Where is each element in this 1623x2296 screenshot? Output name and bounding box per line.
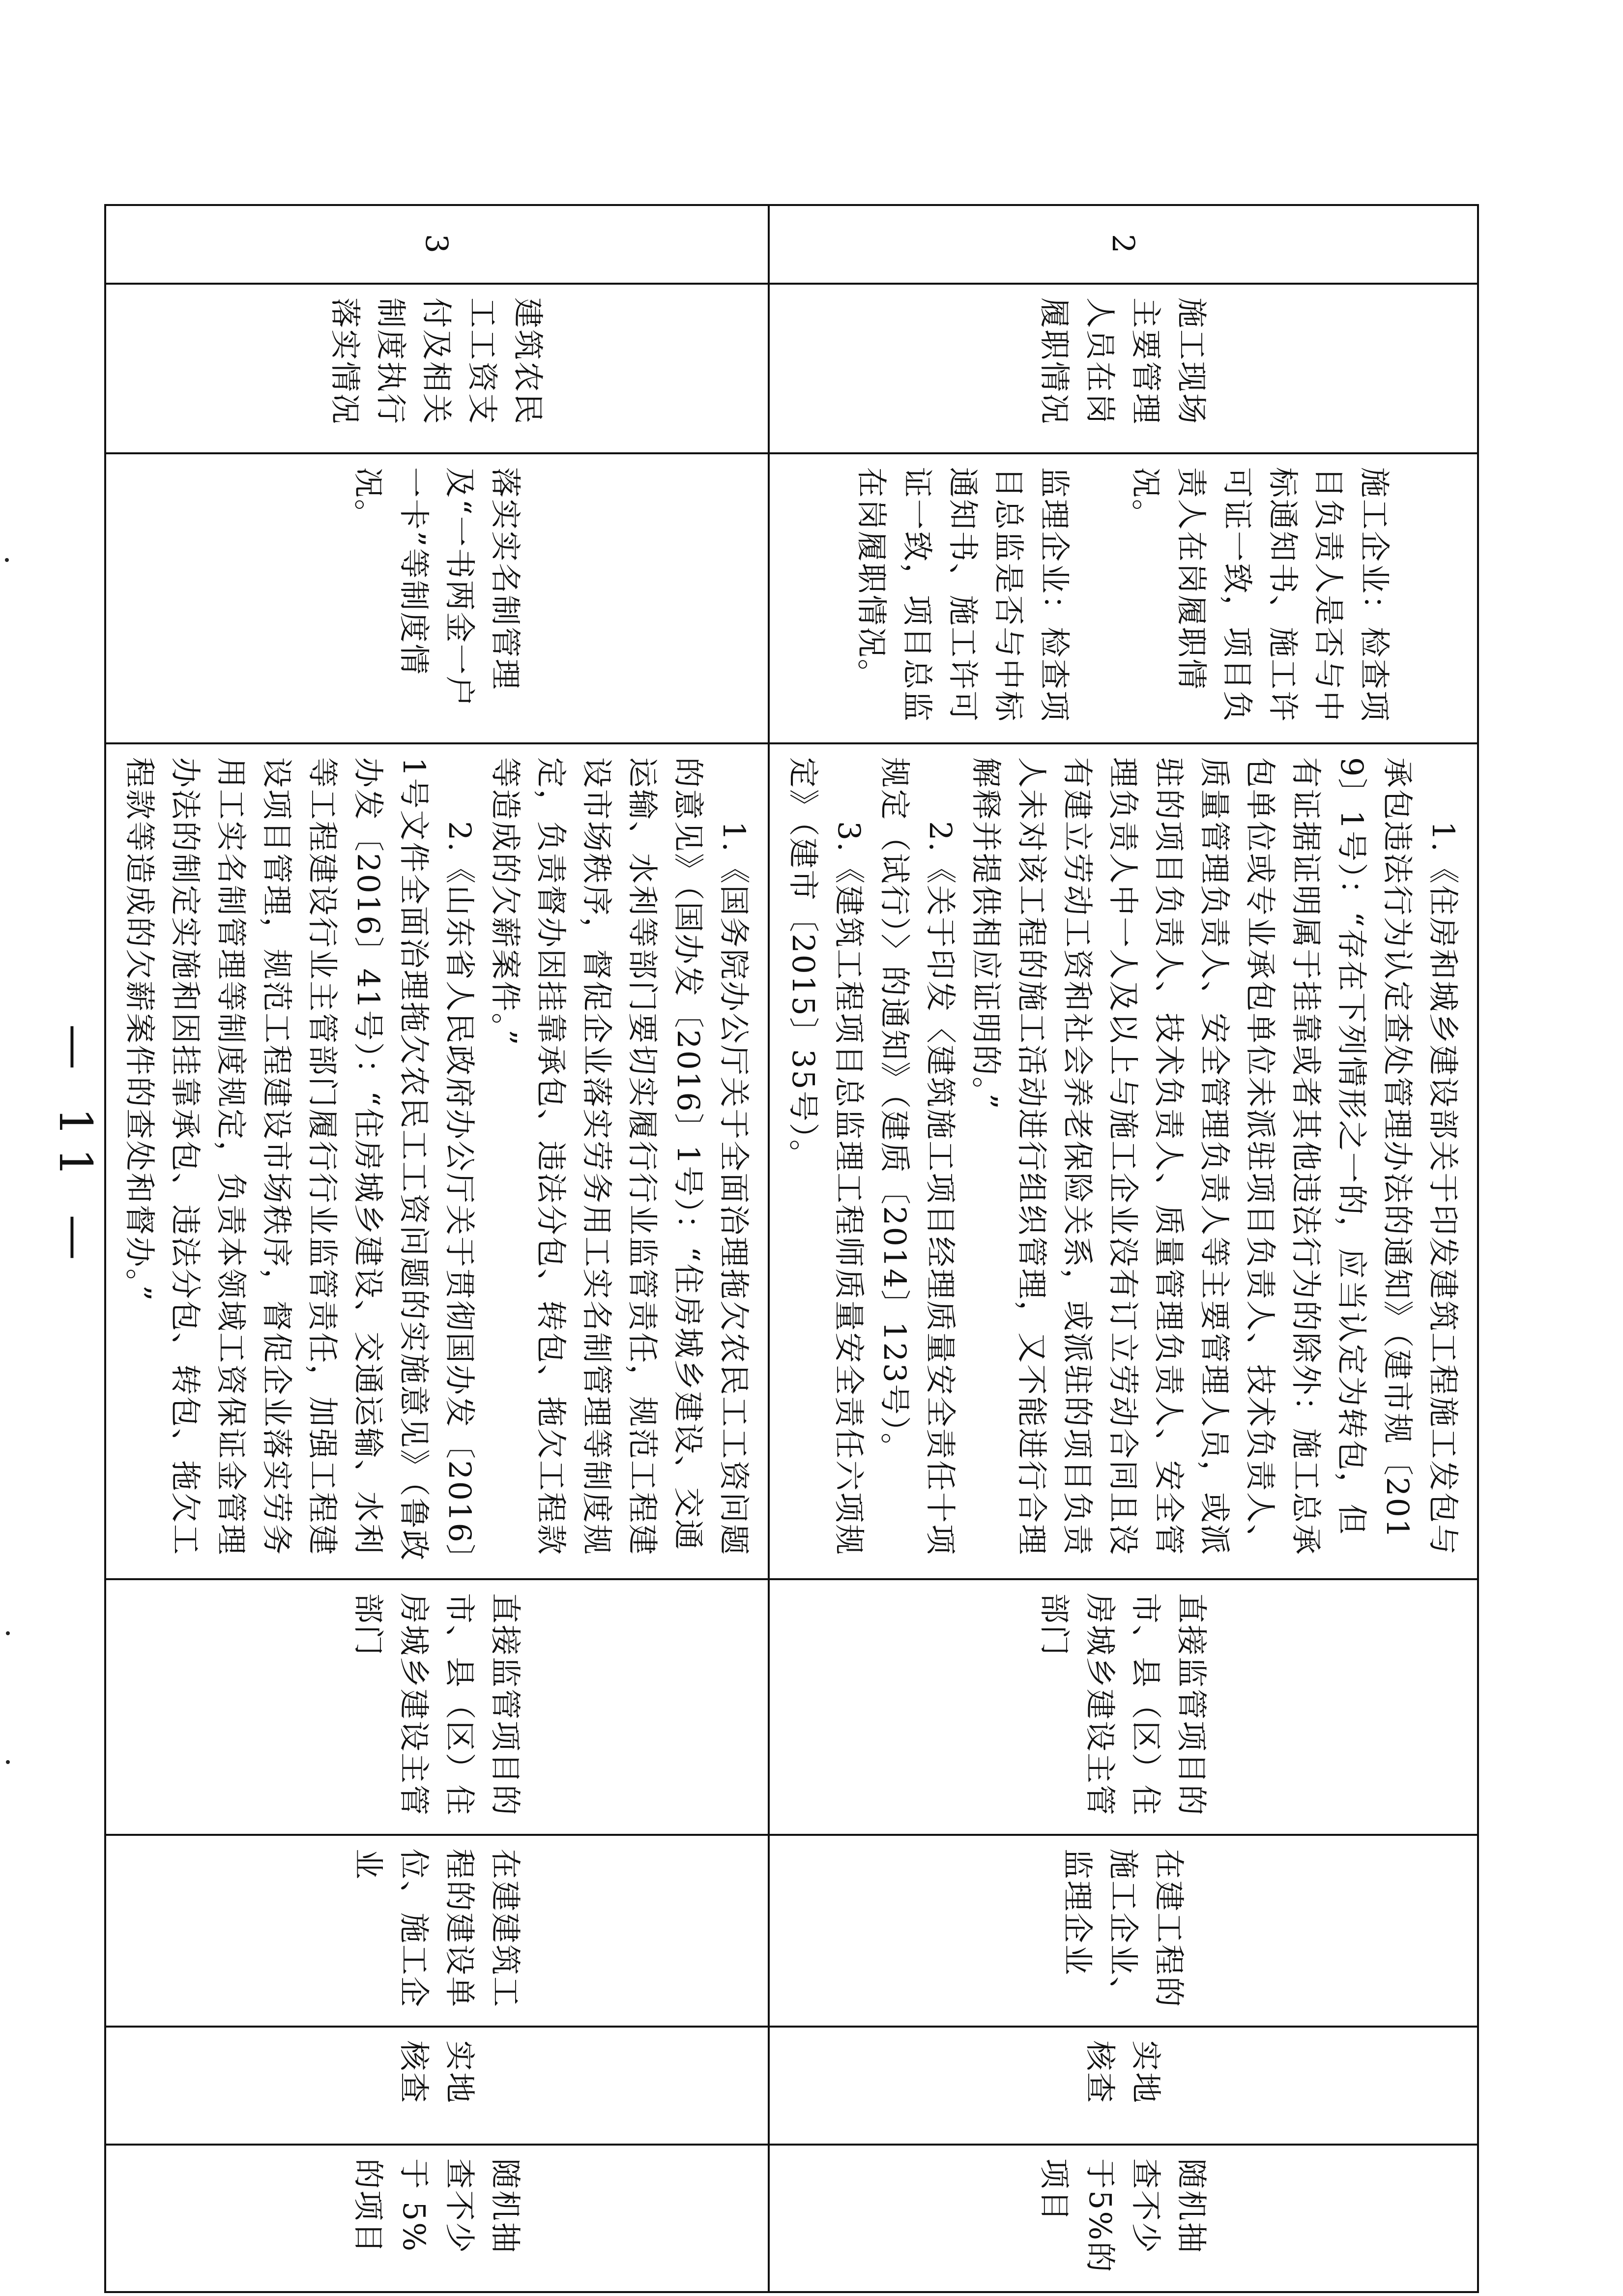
row-number: 3 [105, 205, 769, 284]
responsible-department: 直接监管项目的市、县（区）住房城乡建设主管部门 [105, 1579, 769, 1835]
check-point: 落实实名制管理及“一书两金一户一卡”等制度情况。 [350, 467, 523, 708]
sampling-ratio: 随机抽查不少于5%的项目 [769, 2145, 1478, 2292]
inspection-table [104, 204, 1479, 2293]
responsible-department: 直接监管项目的市、县（区）住房城乡建设主管部门 [769, 1579, 1478, 1835]
inspection-objects: 在建建筑工程的建设单位、施工企业 [105, 1835, 769, 2027]
basis-paragraph: 2.《关于印发〈建筑施工项目经理质量安全责任十项规定（试行）〉的通知》（建质〔2014〕123号）。 [877, 757, 958, 1557]
legal-basis [769, 743, 1478, 1579]
inspection-objects: 在建工程的施工企业、监理企业 [769, 1835, 1478, 2027]
inspection-item: 施工现场主要管理人员在岗履职情况 [769, 284, 1478, 453]
basis-paragraph: 3.《建筑工程项目总监理工程师质量安全责任六项规定》（建市〔2015〕35号）。 [785, 757, 867, 1557]
row-number: 2 [769, 205, 1478, 284]
sampling-ratio: 随机抽查不少于 5%的项目 [105, 2145, 769, 2292]
scan-mark [6, 1631, 10, 1635]
inspection-method: 实地核查 [769, 2027, 1478, 2145]
basis-paragraph: 2.《山东省人民政府办公厅关于贯彻国办发〔2016〕1号文件全面治理拖欠农民工工资问题的实施意见》（鲁政办发〔2016〕41号）：“住房城乡建设、交通运输、水利等工程建设行业主管部门履行行业监管责任，加强工程建设项目管理，规范工程建设市场秩序，督促企业落实劳务用工实名制管理等制度规定，负责本领域工资保证金管理办法的制定实施和因挂靠承包、违法分包、转包、拖欠工程款等造成的欠薪案件的查处和督办。” [122, 757, 478, 1562]
table-row [105, 205, 769, 2292]
basis-paragraph: 1.《住房和城乡建设部关于印发建筑工程施工发包与承包违法行为认定查处管理办法的通知》（建市规〔2019〕1号）：“存在下列情形之一的，应当认定为转包，但有证据证明属于挂靠或者其他违法行为的除外：施工总承包单位或专业承包单位未派驻项目负责人、技术负责人、质量管理负责人、安全管理负责人等主要管理人员，或派驻的项目负责人、技术负责人、质量管理负责人、安全管理负责人中一人及以上与施工企业没有订立劳动合同且没有建立劳动工资和社会养老保险关系，或派驻的项目负责人未对该工程的施工活动进行组织管理，又不能进行合理解释并提供相应证明的。” [968, 757, 1461, 1557]
check-point: 施工企业：检查项目负责人是否与中标通知书、施工许可证一致，项目负责人在岗履职情况。 [1128, 467, 1393, 723]
inspection-item: 建筑农民工工资支付及相关制度执行落实情况 [105, 284, 769, 453]
check-content [769, 453, 1478, 743]
inspection-method: 实地核查 [105, 2027, 769, 2145]
paragraph-gap [1078, 467, 1124, 730]
check-content [105, 453, 769, 743]
legal-basis [105, 743, 769, 1579]
page-number: — 11 — [49, 1024, 102, 1272]
scan-mark [5, 558, 9, 562]
table-row [769, 205, 1478, 2292]
basis-paragraph: 1.《国务院办公厅关于全面治理拖欠农民工工资问题的意见》（国办发〔2016〕1号）：“住房城乡建设、交通运输、水利等部门要切实履行行业监管责任，规范工程建设市场秩序，督促企业落实劳务用工实名制管理等制度规定，负责督办因挂靠承包、违法分包、转包、拖欠工程款等造成的欠薪案件。” [488, 757, 752, 1557]
scan-mark [6, 1760, 10, 1764]
check-point: 监理企业：检查项目总监是否与中标通知书、施工许可证一致，项目总监在岗履职情况。 [854, 467, 1073, 723]
